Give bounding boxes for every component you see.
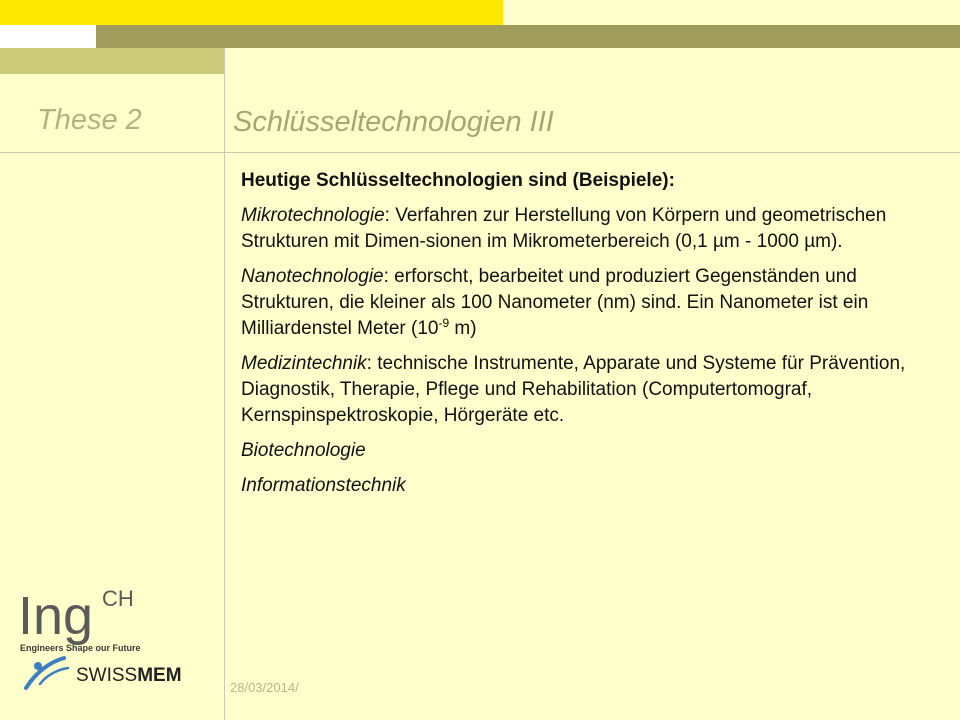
- logo-superscript: CH: [102, 586, 134, 611]
- list-item-informationstechnik: [241, 473, 941, 499]
- item-text-after: m): [449, 318, 477, 339]
- item-term: Medizintechnik: [241, 353, 367, 374]
- logo-partner-bold: MEM: [137, 665, 182, 686]
- ingch-swissmem-logo: [16, 580, 216, 695]
- logo-partner-light: SWISS: [76, 665, 138, 686]
- swissmem-swoosh-icon: [26, 658, 64, 688]
- top-band-yellow: [0, 0, 503, 25]
- vertical-divider: [224, 48, 225, 720]
- item-term: Informationstechnik: [241, 475, 406, 496]
- slide-content: [241, 168, 941, 508]
- item-superscript: -9: [438, 316, 450, 330]
- left-band-olive: [0, 48, 224, 74]
- footer-date: 28/03/2014/: [230, 680, 299, 695]
- content-heading: Heutige Schlüsseltechnologien sind (Beispiele):: [241, 170, 675, 191]
- list-item-medizintechnik: [241, 351, 941, 429]
- logo-tagline: Engineers Shape our Future: [20, 643, 141, 653]
- list-item-nanotechnologie: [241, 264, 941, 342]
- item-term: Biotechnologie: [241, 440, 366, 461]
- item-term: Nanotechnologie: [241, 266, 384, 287]
- section-label: These 2: [37, 104, 142, 136]
- item-text: : erforscht, bearbeitet und produziert Gegenständen und Strukturen, die kleiner als 100 Nanometer (nm) sind. Ein Nanometer ist ein Milliardenstel Meter (10: [241, 266, 869, 339]
- slide-title: Schlüsseltechnologien III: [233, 106, 554, 138]
- item-text: : Verfahren zur Herstellung von Körpern und geometrischen Strukturen mit Dimen-sionen im Mikrometerbereich (0,1 µm - 1000 µm).: [241, 205, 887, 252]
- top-band-olive: [96, 25, 960, 48]
- list-item-mikrotechnologie: [241, 203, 941, 255]
- swissmem-dot-icon: [34, 662, 42, 670]
- item-term: Mikrotechnologie: [241, 205, 385, 226]
- logo-main-text: Ing: [18, 586, 94, 646]
- list-item-biotechnologie: [241, 438, 941, 464]
- item-text: : technische Instrumente, Apparate und Systeme für Prävention, Diagnostik, Therapie, Pflege und Rehabilitation (Computertomograf, Kernspinspektroskopie, Hörgeräte etc.: [241, 353, 906, 426]
- logo-partner: [76, 665, 182, 686]
- horizontal-divider: [0, 152, 960, 153]
- top-band-white: [0, 25, 96, 48]
- swissmem-swoosh-icon-2: [40, 668, 68, 684]
